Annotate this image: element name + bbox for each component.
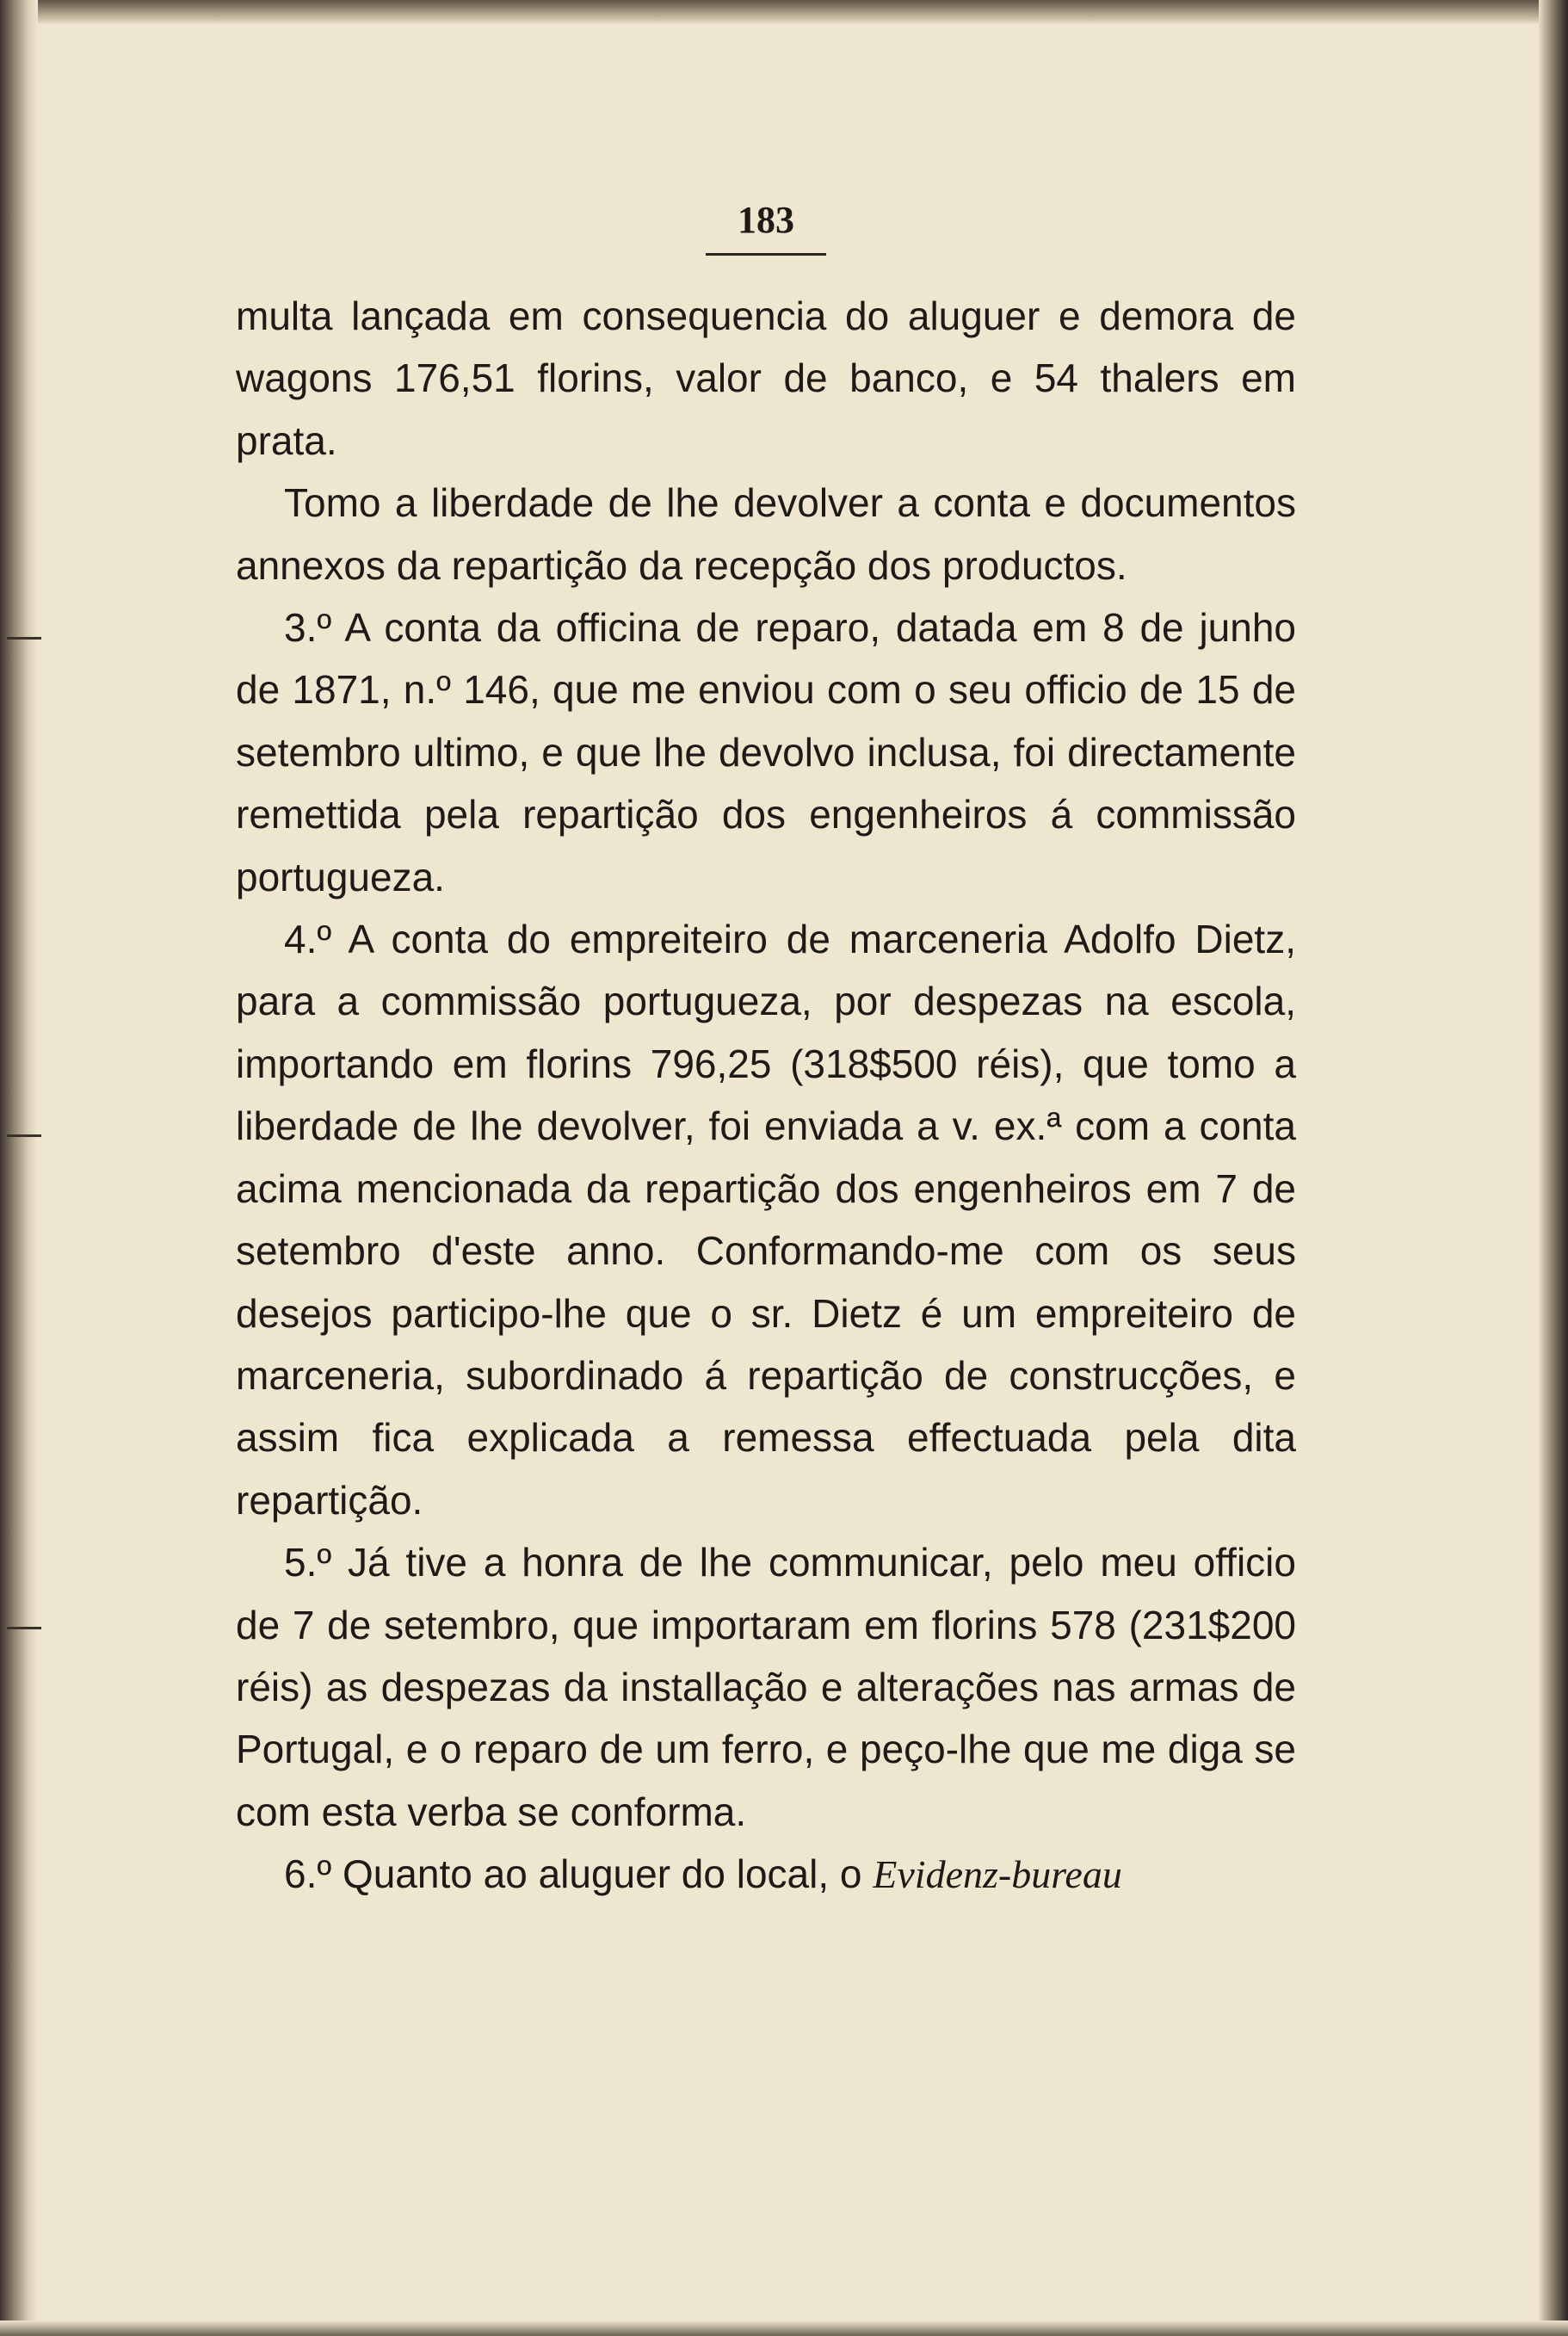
page-right-edge xyxy=(1539,0,1568,2336)
margin-mark xyxy=(7,637,41,640)
paragraph-last-text: 6.º Quanto ao aluguer do local, o xyxy=(284,1851,874,1897)
page-bottom-edge xyxy=(0,2321,1568,2336)
margin-mark xyxy=(7,1134,41,1137)
paragraph: multa lançada em consequencia do aluguer e demora de wagons 176,51 florins, valor de banco, e 54 thalers em prata. xyxy=(236,294,1296,463)
book-binding-edge xyxy=(0,0,38,2336)
paragraph: 3.º A conta da officina de reparo, datada em 8 de junho de 1871, n.º 146, que me enviou com o seu officio de 15 de setembro ultimo, e que lhe devolvo inclusa, foi directamente remettida pela repartição dos engenheiros á commissão portugueza. xyxy=(236,605,1296,899)
header-rule xyxy=(706,253,826,256)
page-number: 183 xyxy=(738,199,794,241)
paragraph: 4.º A conta do empreiteiro de marceneria Adolfo Dietz, para a commissão portugueza, por despezas na escola, importando em florins 796,25 (318$500 réis), que tomo a liberdade de lhe devolver, foi enviada a v. ex.ª com a conta acima mencionada da repartição dos engenheiros em 7 de setembro d'este anno. Conformando-me com os seus desejos participo-lhe que o sr. Dietz é um empreiteiro de marceneria, subordinado á repartição de construcções, e assim fica explicada a remessa effectuada pela dita repartição. xyxy=(236,917,1296,1523)
italic-term: Evidenz-bureau xyxy=(873,1852,1122,1897)
paragraph: 5.º Já tive a honra de lhe communicar, pelo meu officio de 7 de setembro, que importaram em florins 578 (231$200 réis) as despezas da installação e alterações nas armas de Portugal, e o reparo de um ferro, e peço-lhe que me diga se com esta verba se conforma. xyxy=(236,1540,1296,1834)
page-top-edge xyxy=(0,0,1568,24)
margin-mark xyxy=(7,1627,41,1629)
paragraph: Tomo a liberdade de lhe devolver a conta e documentos annexos da repartição da recepção dos productos. xyxy=(236,480,1296,588)
paragraph-last xyxy=(236,1843,1296,1906)
body-text xyxy=(236,285,1296,1906)
page-content xyxy=(236,198,1296,1906)
